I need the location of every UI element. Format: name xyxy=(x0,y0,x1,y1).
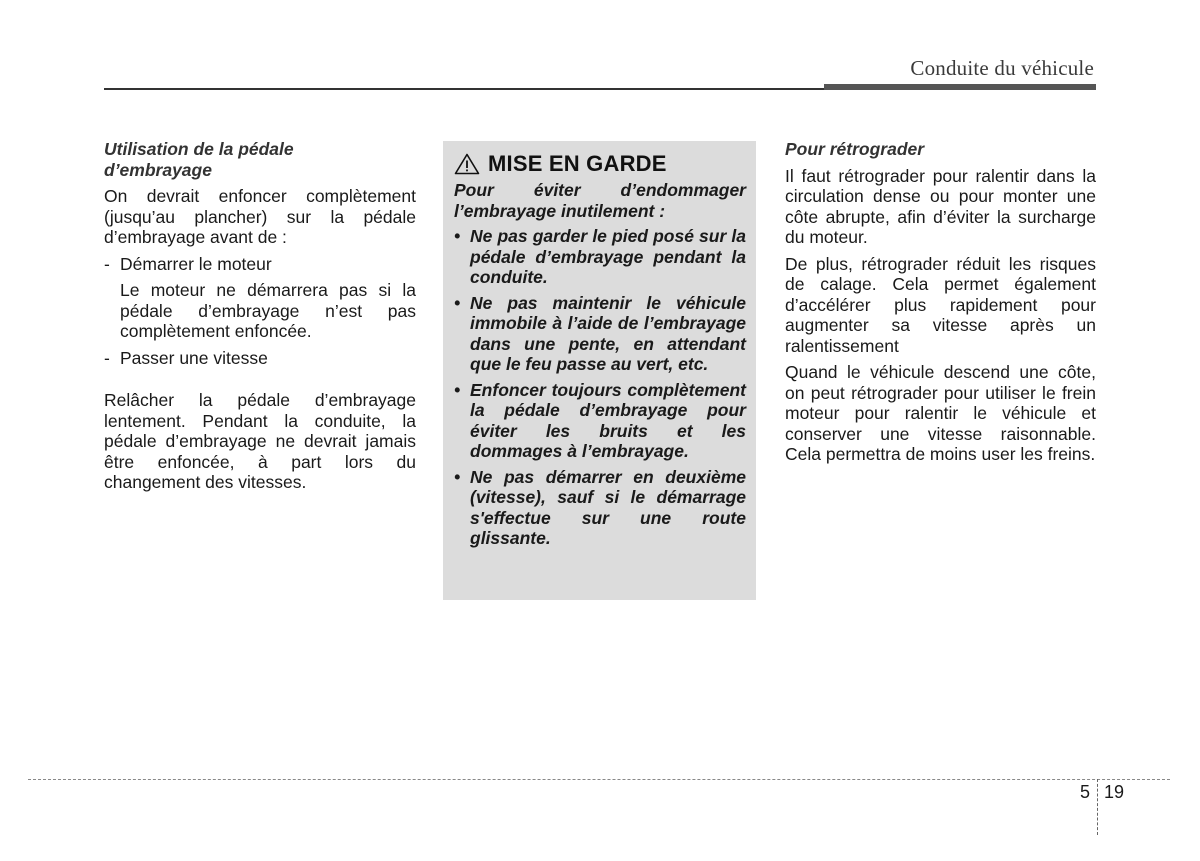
right-column xyxy=(785,139,1096,471)
paragraph: De plus, rétrograder réduit les risques de calage. Cela permet également d’accélérer plus rapidement pour augmenter sa vitesse après un ralentissement xyxy=(785,253,1096,356)
heading-line: Utilisation de la pédale xyxy=(104,139,294,159)
list-item-text: Passer une vitesse xyxy=(120,347,268,368)
list-item-note: Le moteur ne démarrera pas si la pédale d’embrayage n’est pas complètement enfoncée. xyxy=(120,280,416,341)
header-rule-accent xyxy=(824,84,1096,90)
warning-header xyxy=(454,151,746,177)
closing-paragraph: Relâcher la pédale d’embrayage lentement. Pendant la conduite, la pédale d’embrayage ne devrait jamais être enfoncée, à part lors du changement des vitesses. xyxy=(104,390,416,492)
list-item xyxy=(104,254,416,275)
heading-line: d’embrayage xyxy=(104,159,212,180)
warning-item-text: Ne pas maintenir le véhicule immobile à l’aide de l’embrayage dans une pente, en attendant que le feu passe au vert, etc. xyxy=(470,292,746,374)
warning-box xyxy=(443,141,756,600)
header-rule xyxy=(104,88,824,90)
paragraph: Quand le véhicule descend une côte, on peut rétrograder pour utiliser le frein moteur pour ralentir le véhicule et conserver une vitesse raisonnable. Cela permettra de moins user les freins. xyxy=(785,362,1096,464)
bullet-marker: • xyxy=(454,379,461,400)
list-item xyxy=(104,348,416,369)
warning-list-item xyxy=(454,467,746,549)
warning-intro: Pour éviter d’endommager l’embrayage inutilement : xyxy=(454,180,746,221)
warning-list-item xyxy=(454,380,746,462)
warning-item-text: Enfoncer toujours complètement la pédale d’embrayage pour éviter les bruits et les dommages à l’embrayage. xyxy=(470,379,746,461)
section-heading xyxy=(104,139,416,180)
list-item-text: Démarrer le moteur xyxy=(120,253,272,274)
warning-title: MISE EN GARDE xyxy=(488,151,667,176)
warning-triangle-icon xyxy=(454,153,480,175)
page-number: 19 xyxy=(1104,782,1125,802)
footer-dashed-divider xyxy=(1097,779,1098,835)
chapter-number: 5 xyxy=(1080,782,1091,802)
paragraph: Il faut rétrograder pour ralentir dans la circulation dense ou pour monter une côte abrupte, afin d’éviter la surcharge du moteur. xyxy=(785,165,1096,247)
intro-paragraph: On devrait enfoncer complètement (jusqu’au plancher) sur la pédale d’embrayage avant de : xyxy=(104,186,416,247)
dash-marker: - xyxy=(104,347,110,368)
bullet-marker: • xyxy=(454,292,461,313)
dash-marker: - xyxy=(104,253,110,274)
bullet-marker: • xyxy=(454,226,461,246)
chapter-title: Conduite du véhicule xyxy=(910,56,1094,80)
warning-list-item xyxy=(454,226,746,288)
left-column xyxy=(104,139,416,499)
warning-item-text: Ne pas démarrer en deuxième (vitesse), sauf si le démarrage s'effectue sur une route glissante. xyxy=(470,466,746,548)
footer-dashed-rule xyxy=(28,779,1170,780)
spacer xyxy=(104,374,416,390)
warning-list-item xyxy=(454,293,746,375)
warning-item-text: Ne pas garder le pied posé sur la pédale d’embrayage pendant la conduite. xyxy=(470,226,746,287)
bullet-marker: • xyxy=(454,466,461,487)
section-heading: Pour rétrograder xyxy=(785,139,925,159)
